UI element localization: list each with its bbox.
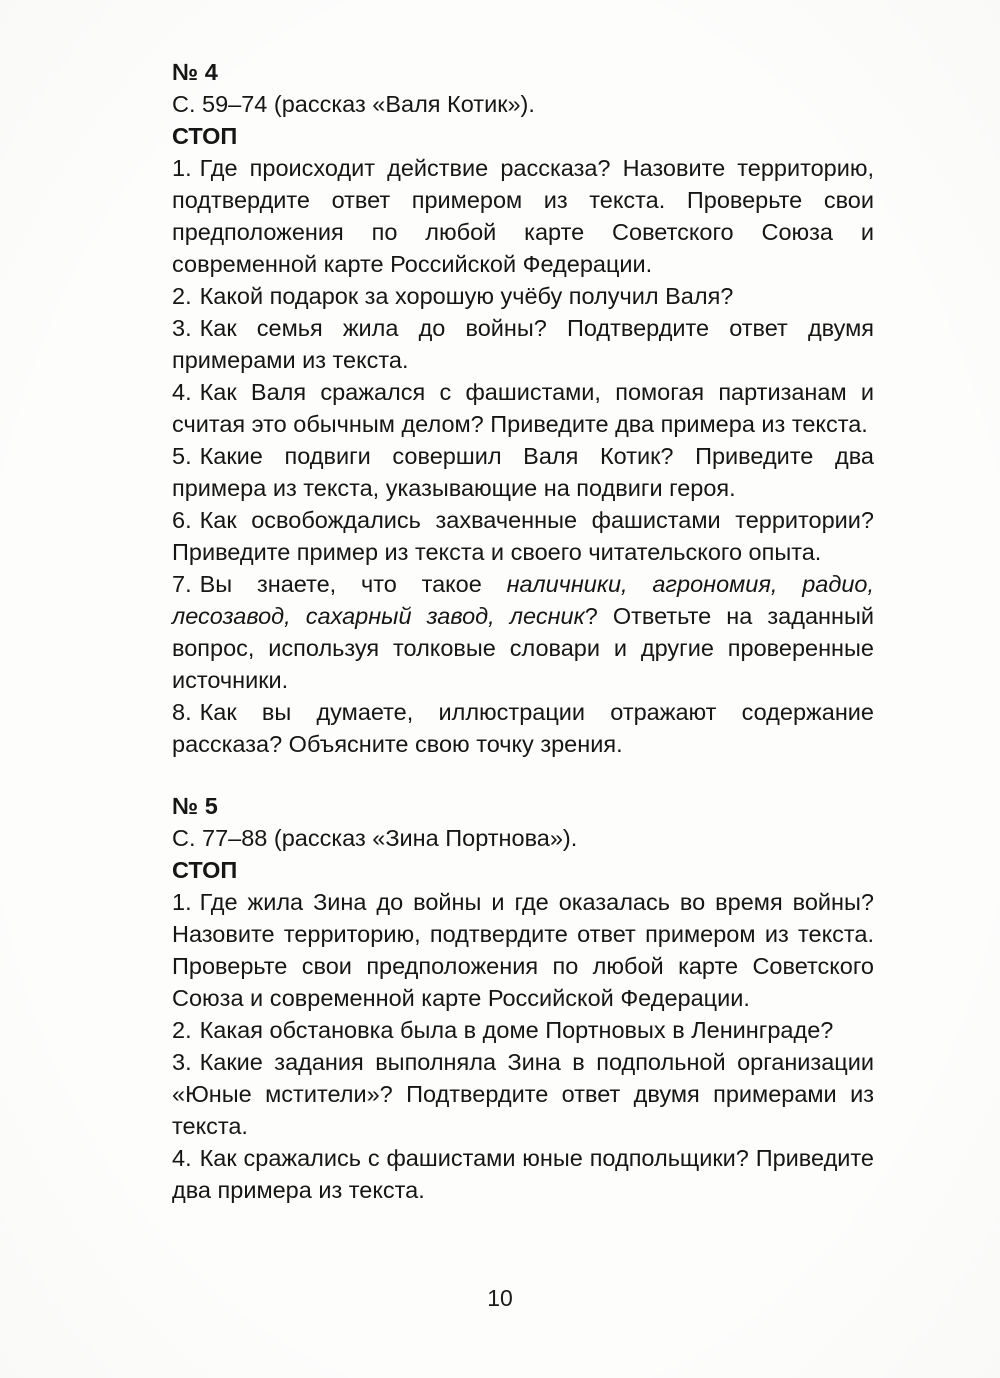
page-number: 10	[487, 1285, 513, 1311]
question-text-italic-terms: наличники, агрономия, радио, лесозавод, сахарный завод, лесник	[172, 571, 874, 629]
question-item	[172, 568, 874, 696]
question-item	[172, 1046, 874, 1142]
question-text: Какие подвиги совершил Валя Котик? Приведите два примера из текста, указывающие на подвиги героя.	[172, 443, 874, 501]
question-text: Как вы думаете, иллюстрации отражают содержание рассказа? Объясните свою точку зрения.	[172, 699, 874, 757]
question-number: 3.	[172, 1049, 192, 1075]
question-text: Как Валя сражался с фашистами, помогая партизанам и считая это обычным делом? Приведите два примера из текста.	[172, 379, 874, 437]
question-text: Как семья жила до войны? Подтвердите ответ двумя примерами из текста.	[172, 315, 874, 373]
question-number: 2.	[172, 283, 192, 309]
section-4-reference: С. 59–74 (рассказ «Валя Котик»).	[172, 91, 535, 117]
question-number: 1.	[172, 889, 192, 915]
section-5-reference: С. 77–88 (рассказ «Зина Портнова»).	[172, 825, 578, 851]
question-text-before: Вы знаете, что такое	[199, 571, 507, 597]
question-number: 7.	[172, 571, 192, 597]
question-text: Как сражались с фашистами юные подпольщики? Приведите два примера из текста.	[172, 1145, 874, 1203]
question-item	[172, 1142, 874, 1206]
question-number: 5.	[172, 443, 192, 469]
question-text: Какой подарок за хорошую учёбу получил Валя?	[199, 283, 734, 309]
section-4	[172, 56, 874, 760]
question-text: Как освобождались захваченные фашистами территории? Приведите пример из текста и своего читательского опыта.	[172, 507, 874, 565]
question-item	[172, 376, 874, 440]
question-number: 8.	[172, 699, 192, 725]
question-number: 2.	[172, 1017, 192, 1043]
question-text: Где жила Зина до войны и где оказалась во время войны? Назовите территорию, подтвердите ответ примером из текста. Проверьте свои предположения по любой карте Советского Союза и современной карте Российской Федерации.	[172, 889, 874, 1011]
question-item	[172, 280, 874, 312]
question-item	[172, 440, 874, 504]
text-block	[172, 56, 874, 1206]
question-number: 6.	[172, 507, 192, 533]
section-5-stop-label: СТОП	[172, 857, 238, 883]
question-number: 4.	[172, 379, 192, 405]
section-5	[172, 790, 874, 1206]
section-5-heading: № 5	[172, 793, 218, 819]
section-4-stop-label: СТОП	[172, 123, 238, 149]
question-item	[172, 312, 874, 376]
section-4-heading: № 4	[172, 59, 218, 85]
question-item	[172, 886, 874, 1014]
question-text: Где происходит действие рассказа? Назовите территорию, подтвердите ответ примером из текста. Проверьте свои предположения по любой карте Советского Союза и современной карте Российской Федерации.	[172, 155, 874, 277]
question-text-after: ? Ответьте на заданный вопрос, используя толковые словари и другие проверенные источники.	[172, 603, 874, 693]
question-item	[172, 504, 874, 568]
question-text: Какая обстановка была в доме Портновых в Ленинграде?	[199, 1017, 834, 1043]
question-text: Какие задания выполняла Зина в подпольной организации «Юные мстители»? Подтвердите ответ двумя примерами из текста.	[172, 1049, 874, 1139]
question-number: 4.	[172, 1145, 192, 1171]
question-item	[172, 152, 874, 280]
question-number: 1.	[172, 155, 192, 181]
question-item	[172, 1014, 874, 1046]
question-item	[172, 696, 874, 760]
question-number: 3.	[172, 315, 192, 341]
